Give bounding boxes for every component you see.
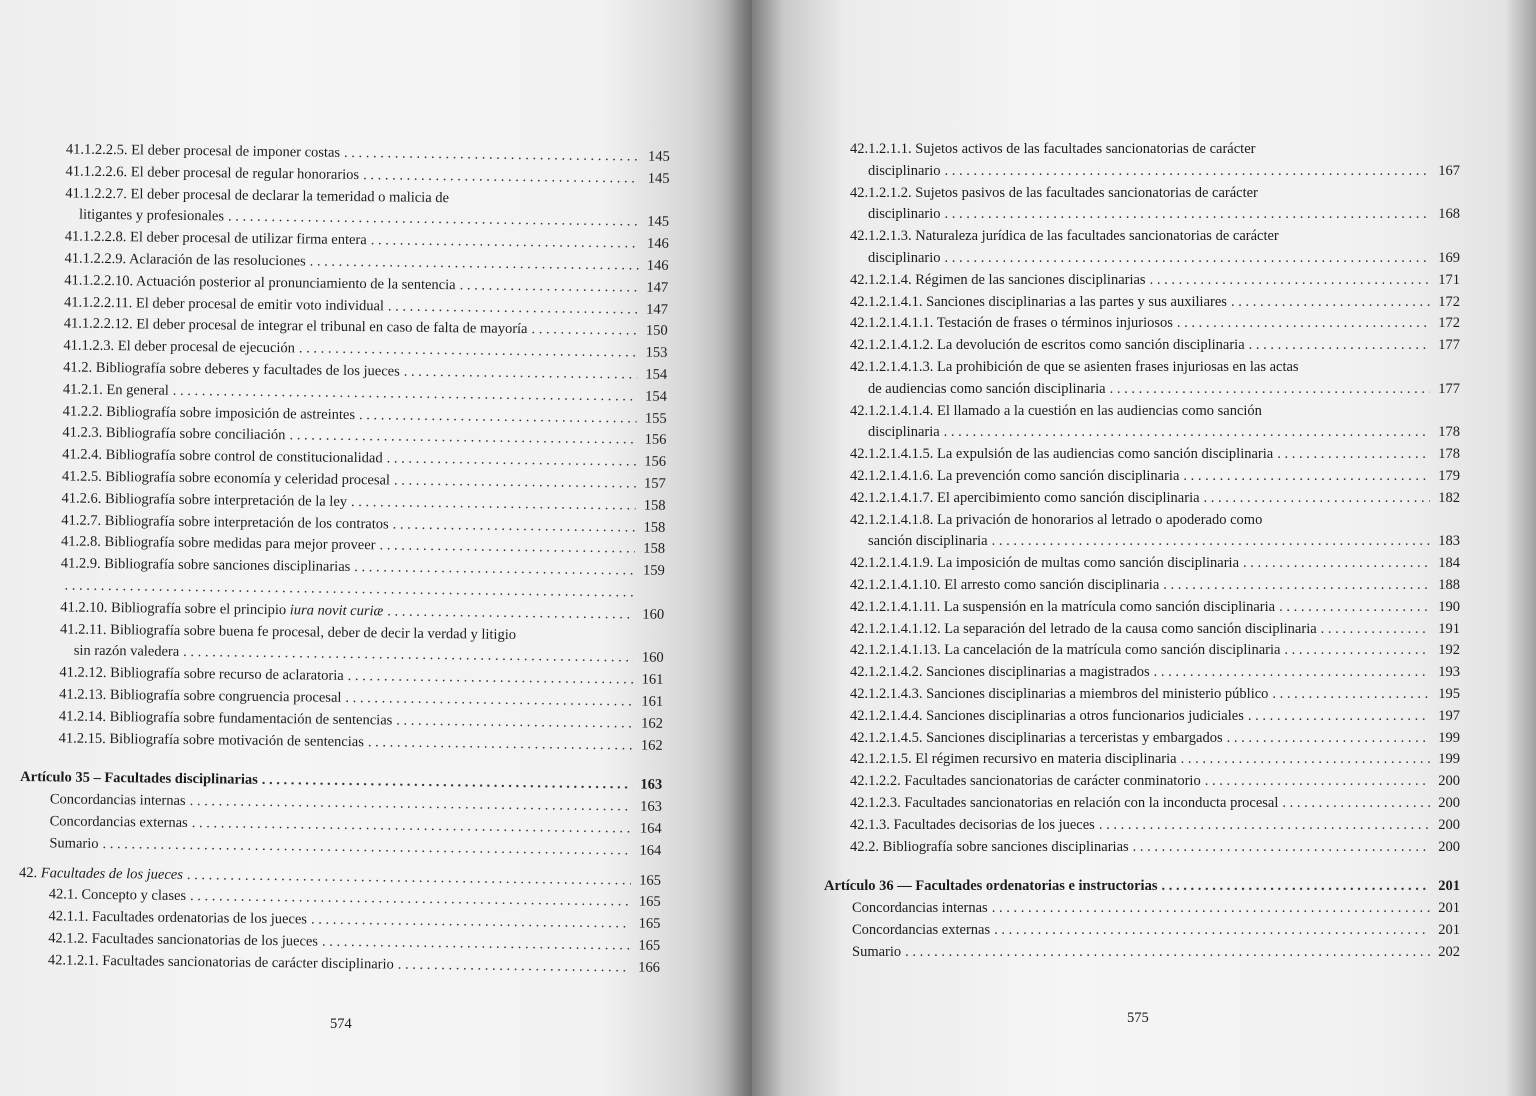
leader-dots [1133,837,1430,859]
entry-title: 42.1.2.1.4.1.5. La expulsión de las audiencias como sanción disciplinaria [850,446,1274,463]
leader-dots [945,248,1431,270]
entry-page-number: 162 [641,715,664,732]
entry-title: 42.1.2.1.4.2. Sanciones disciplinarias a magistrados [850,664,1150,681]
entry-title: Concordancias externas [49,813,188,831]
entry-title: 42.1.2.1.4.1.2. La devolución de escritos como sanción disciplinaria [850,337,1245,354]
entry-title: 41.1.2.2.5. El deber procesal de imponer costas [65,141,341,161]
leader-dots [459,275,638,299]
leader-dots [393,514,636,539]
entry-page-number: 192 [1438,642,1460,659]
leader-dots [1277,444,1430,466]
entry-title: Artículo 35 – Facultades disciplinarias [20,769,258,789]
section-number: 42. [18,864,41,881]
entry-title: 41.2. Bibliografía sobre deberes y facultades de los jueces [63,359,400,380]
toc-entry [820,837,1460,859]
entry-page-number: 171 [1438,271,1460,288]
leader-dots [945,161,1431,183]
entry-title: 41.2.14. Bibliografía sobre fundamentación de sentencias [58,708,393,729]
leader-dots [1249,335,1430,357]
leader-dots [396,710,633,735]
toc-entry [820,575,1460,597]
toc-entry [820,771,1460,793]
toc-entry [820,313,1460,335]
entry-title: 41.2.3. Bibliografía sobre conciliación [62,424,286,444]
entry-title: 42.2. Bibliografía sobre sanciones disciplinarias [850,838,1129,855]
entry-page-number: 200 [1438,773,1460,790]
leader-dots [945,204,1431,226]
entry-title: sin razón valedera [73,642,180,661]
entry-title: 41.2.9. Bibliografía sobre sanciones disciplinarias [60,555,351,576]
toc-entry [820,815,1460,837]
entry-title: 42.1.2. Facultades sancionatorias de los jueces [48,930,319,950]
entry-title: 42.1.2.1.4.1.7. El apercibimiento como sanción disciplinaria [850,489,1200,506]
toc-entry [820,597,1460,619]
toc-entry-line1: 42.1.2.1.4.1.4. El llamado a la cuestión en las audiencias como sanción [850,402,1262,419]
entry-page-number: 154 [645,388,667,405]
toc-entry-line2 [820,422,1460,444]
toc-entry [820,793,1460,815]
entry-title: 42.1.1. Facultades ordenatorias de los jueces [48,908,308,928]
entry-page-number: 172 [1438,315,1460,332]
entry-page-number: 199 [1438,729,1460,746]
entry-page-number: 156 [644,453,667,470]
entry-page-number: 169 [1438,249,1460,266]
entry-page-number: 147 [646,279,669,296]
leader-dots [1231,292,1430,314]
entry-page-number: 182 [1438,489,1460,506]
entry-title: 42.1.3. Facultades decisorias de los jueces [850,816,1095,833]
entry-page-number: 199 [1438,751,1460,768]
leader-dots [387,601,634,626]
article-heading [820,876,1460,898]
leader-dots [1161,876,1430,898]
entry-title: 41.2.13. Bibliografía sobre congruencia procesal [59,686,342,706]
left-toc [18,139,670,979]
entry-page-number: 150 [645,322,668,340]
toc-entry-line2 [820,161,1460,183]
entry-page-number: 145 [647,170,670,187]
entry-prefix: 41.2.10. Bibliografía sobre el principio [60,599,290,618]
entry-title: disciplinaria [868,424,940,441]
entry-page-number: 162 [640,737,663,754]
entry-page-number: 153 [645,344,668,361]
entry-title: 41.1.2.3. El deber procesal de ejecución [63,337,296,357]
entry-page-number: 161 [641,671,664,688]
entry-page-number: 159 [642,562,665,579]
entry-title: 41.2.8. Bibliografía sobre medidas para mejor proveer [60,533,376,554]
entry-title: 42.1.2.1.4.1.1. Testación de frases o términos injuriosos [850,315,1173,332]
entry-title: 41.2.12. Bibliografía sobre recurso de aclaratoria [59,664,344,685]
leader-dots [1099,815,1430,837]
entry-page-number: 155 [644,410,667,427]
leader-dots [994,920,1430,942]
toc-entry [820,335,1460,357]
entry-page-number: 165 [638,937,661,954]
entry-page-number: 145 [647,148,670,165]
entry-title: 42.1.2.3. Facultades sancionatorias en relación con la inconducta procesal [850,794,1279,811]
toc-entry [820,706,1460,728]
entry-title: 42.1.2.1.4.5. Sanciones disciplinarias a terceristas y embargados [850,729,1223,746]
toc-entry [820,728,1460,750]
entry-title: Artículo 36 — Facultades ordenatorias e instructorias [824,878,1158,895]
toc-entry [820,942,1460,964]
entry-page-number: 200 [1438,838,1460,855]
entry-page-number: 184 [1438,555,1460,572]
toc-entry [820,488,1460,510]
entry-page-number: 164 [639,820,662,837]
entry-page-number: 177 [1438,380,1460,397]
toc-entry-line1: 42.1.2.1.3. Naturaleza jurídica de las facultades sancionatorias de carácter [850,228,1279,245]
leader-dots [398,954,630,979]
entry-page-number: 145 [647,213,670,231]
toc-entry-line1: 42.1.2.1.4.1.3. La prohibición de que se asienten frases injuriosas en las actas [850,358,1299,375]
toc-entry [820,920,1460,942]
entry-page-number: 202 [1438,943,1460,960]
entry-title: 42.1.2.1.4.1.11. La suspensión en la matrícula como sanción disciplinaria [850,598,1276,615]
entry-page-number: 147 [646,301,669,318]
leader-dots [1272,684,1430,706]
leader-dots [1243,553,1430,575]
entry-page-number: 200 [1438,794,1460,811]
leader-dots [905,942,1430,964]
entry-title: disciplinario [868,249,941,266]
toc-entry [820,619,1460,641]
leader-dots [531,320,637,343]
entry-page-number: 163 [640,798,662,815]
entry-page-number: 201 [1438,878,1460,895]
entry-page-number: 188 [1438,576,1460,593]
leader-dots [1282,793,1430,815]
entry-title: 41.1.2.2.6. El deber procesal de regular honorarios [65,163,360,183]
entry-italic: iura novit curiæ [289,601,384,620]
entry-title: Concordancias externas [852,921,991,938]
entry-title: 42.1. Concepto y clases [48,886,187,905]
toc-entry-line2 [820,248,1460,270]
entry-title: litigantes y profesionales [78,207,225,225]
entry-title: 42.1.2.1.4.1.9. La imposición de multas como sanción disciplinaria [850,555,1240,572]
entry-title: 42.1.2.1.4. Régimen de las sanciones disciplinarias [850,271,1146,288]
entry-title: 41.2.7. Bibliografía sobre interpretación de los contratos [61,511,389,532]
toc-entry [820,553,1460,575]
leader-dots [992,898,1430,920]
entry-page-number: 200 [1438,816,1460,833]
entry-title: 42.1.2.1.4.1.6. La prevención como sanción disciplinaria [850,467,1180,484]
entry-page-number: 165 [638,893,661,911]
entry-title: 42.1.2.1.4.4. Sanciones disciplinarias a otros funcionarios judiciales [850,707,1244,724]
entry-page-number: 172 [1438,293,1460,310]
toc-entry [820,270,1460,292]
entry-page-number: 178 [1438,446,1460,463]
entry-page-number: 165 [639,872,662,889]
leader-dots [368,732,633,757]
entry-page-number: 179 [1438,467,1460,484]
entry-title: 41.1.2.2.9. Aclaración de las resoluciones [64,250,306,270]
leader-dots [1205,771,1430,793]
toc-entry-line2 [820,379,1460,401]
entry-page-number: 146 [646,235,669,253]
entry-title: 41.2.15. Bibliografía sobre motivación de sentencias [58,729,364,750]
entry-title: 41.2.2. Bibliografía sobre imposición de astreintes [62,403,356,423]
entry-title [19,862,183,886]
entry-title: 42.1.2.1.4.1. Sanciones disciplinarias a las partes y sus auxiliares [850,293,1227,310]
entry-title: Sumario [49,835,99,852]
entry-page-number: 158 [643,497,666,514]
entry-page-number: 154 [645,366,668,383]
entry-title: de audiencias como sanción disciplinaria [868,380,1106,397]
entry-page-number: 157 [643,475,666,492]
page-number: 575 [1127,1010,1149,1026]
leader-dots [992,531,1430,553]
right-toc [820,139,1460,963]
entry-title: 42.1.2.1. Facultades sancionatorias de carácter disciplinario [47,951,394,973]
entry-title: disciplinario [868,206,941,223]
entry-title: 42.1.2.1.4.1.10. El arresto como sanción disciplinaria [850,576,1160,593]
entry-page-number: 160 [641,649,664,667]
entry-page-number: 201 [1438,921,1460,938]
entry-title: 42.1.2.1.4.1.12. La separación del letrado de la causa como sanción disciplinaria [850,620,1317,637]
entry-page-number: 166 [638,959,661,976]
toc-entry-line1: 41.1.2.2.7. El deber procesal de declarar la temeridad o malicia de [65,185,450,206]
entry-title: 41.1.2.2.12. El deber procesal de integrar el tribunal en caso de falta de mayoría [63,315,528,338]
entry-title: 42.1.2.1.5. El régimen recursivo en materia disciplinaria [850,751,1177,768]
leader-dots [1163,575,1430,597]
toc-entry-line2 [820,531,1460,553]
leader-dots [1110,379,1430,401]
toc-entry [820,466,1460,488]
entry-page-number: 177 [1438,337,1460,354]
leader-dots [1150,270,1430,292]
entry-page-number: 165 [638,915,661,932]
entry-title: 41.2.6. Bibliografía sobre interpretación de la ley [61,490,348,510]
entry-page-number: 146 [646,257,669,274]
leader-dots [1279,597,1430,619]
entry-title: Sumario [852,943,902,960]
entry-title: 42.1.2.2. Facultades sancionatorias de carácter conminatorio [850,773,1201,790]
entry-title: 41.2.4. Bibliografía sobre control de constitucionalidad [62,446,383,467]
entry-page-number: 161 [641,693,664,710]
entry-title: 42.1.2.1.4.1.13. La cancelación de la matrícula como sanción disciplinaria [850,642,1281,659]
leader-dots [1321,619,1430,641]
entry-page-number: 156 [644,431,667,449]
entry-page-number: 167 [1438,162,1460,179]
toc-entry [820,444,1460,466]
leader-dots [404,362,638,387]
leader-dots [1154,662,1430,684]
spacer [820,858,1460,876]
leader-dots [379,536,635,561]
entry-page-number: 178 [1438,424,1460,441]
toc-entry-line1: 41.2.11. Bibliografía sobre buena fe procesal, deber de decir la verdad y litigio [59,620,517,643]
leader-dots [363,165,640,190]
leader-dots [1177,313,1430,335]
entry-title: 41.1.2.2.11. El deber procesal de emitir voto individual [63,294,385,314]
toc-entry [820,684,1460,706]
page-number: 574 [330,1016,352,1032]
entry-page-number: 160 [642,606,665,623]
entry-page-number: 195 [1438,685,1460,702]
leader-dots [1204,488,1430,510]
right-page [752,0,1536,1096]
toc-entry-line1: 42.1.2.1.4.1.8. La privación de honorarios al letrado o apoderado como [850,511,1263,528]
entry-page-number: 183 [1438,533,1460,550]
entry-title: disciplinario [868,162,941,179]
entry-title: Concordancias internas [49,791,186,810]
leader-dots [388,296,638,321]
toc-entry [820,640,1460,662]
leader-dots [1227,728,1430,750]
leader-dots [1181,749,1430,771]
leader-dots [394,470,636,495]
entry-title: Concordancias internas [852,900,988,917]
entry-page-number: 164 [639,842,662,859]
entry-title: 42.1.2.1.4.3. Sanciones disciplinarias a miembros del ministerio público [850,685,1269,702]
entry-page-number: 163 [640,776,663,794]
toc-entry-line2 [820,204,1460,226]
toc-entry [820,292,1460,314]
leader-dots [1183,466,1430,488]
entry-page-number: 201 [1438,900,1460,917]
entry-page-number: 193 [1438,664,1460,681]
entry-page-number: 197 [1438,707,1460,724]
entry-title: 41.2.5. Bibliografía sobre economía y celeridad procesal [61,468,391,489]
leader-dots [944,422,1430,444]
gutter-shadow [690,0,752,1096]
leader-dots [387,449,637,474]
entry-page-number: 191 [1438,620,1460,637]
entry-title: sanción disciplinaria [868,533,988,550]
entry-title: 41.2.1. En general [62,381,169,399]
leader-dots [1284,640,1430,662]
section-title: Facultades de los jueces [40,864,184,883]
left-page [0,0,752,1096]
toc-entry [820,898,1460,920]
entry-page-number: 190 [1438,598,1460,615]
toc-entry-line1: 42.1.2.1.2. Sujetos pasivos de las facultades sancionatorias de carácter [850,184,1258,201]
entry-title: 41.1.2.2.10. Actuación posterior al pronunciamiento de la sentencia [64,272,456,294]
toc-entry [820,749,1460,771]
entry-page-number: 168 [1438,206,1460,223]
leader-dots [1248,706,1430,728]
toc-entry [820,662,1460,684]
entry-page-number: 158 [643,519,666,536]
entry-title: 41.1.2.2.8. El deber procesal de utilizar firma entera [64,228,367,249]
toc-entry-line1: 42.1.2.1.1. Sujetos activos de las facultades sancionatorias de carácter [850,141,1256,157]
entry-page-number: 158 [643,540,666,558]
